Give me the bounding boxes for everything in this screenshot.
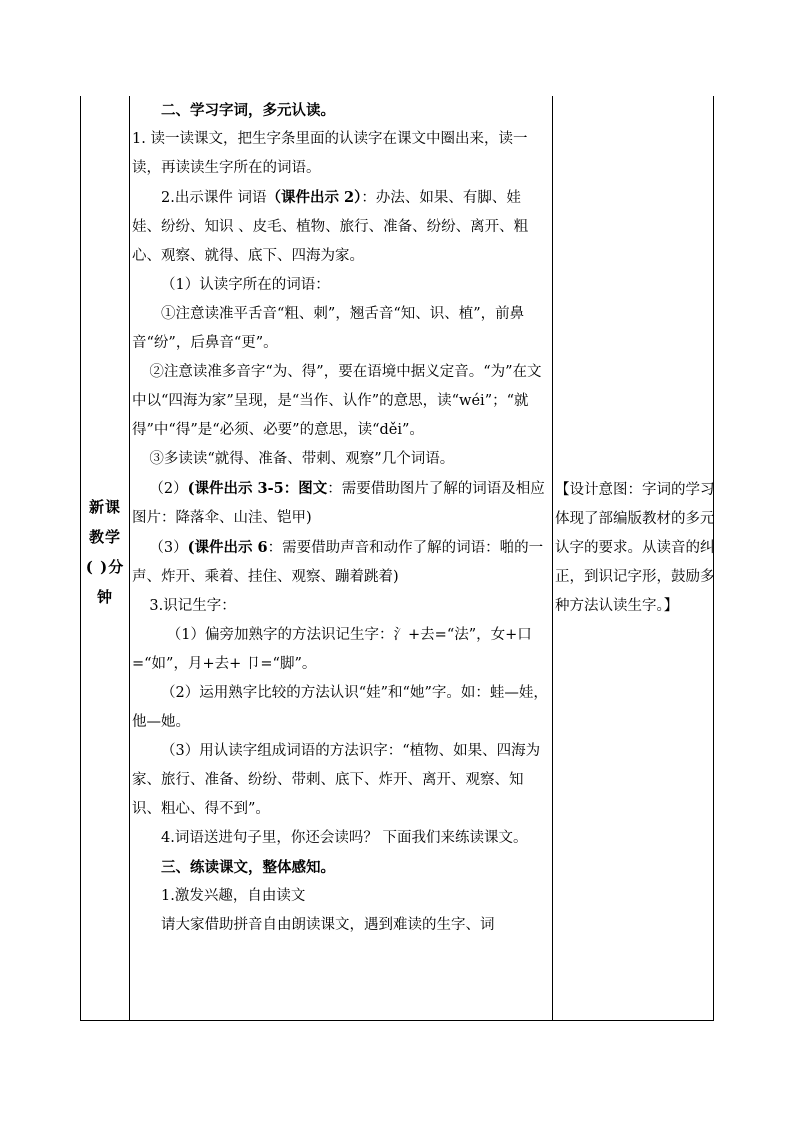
paragraph-text: ：需要借助图片了解的词语及相应图片：降落伞、山洼、铠甲) [132, 481, 545, 526]
design-intent-cell [553, 476, 715, 621]
paragraph [132, 474, 548, 533]
teaching-content-cell [129, 96, 552, 940]
stage-label-line: ( )分 [85, 558, 125, 576]
paragraph-text: ：办法、如果、有脚、娃娃、纷纷、知识 、皮毛、植物、旅行、准备、纷纷、离开、粗心、观察、就得、底下、四海为家。 [132, 190, 529, 264]
stage-label-line: 教学 [88, 528, 121, 546]
paragraph: （3）用认读字组成词语的方法识字：“植物、如果、四海为家、旅行、准备、纷纷、带刺、底下、炸开、离开、观察、知识、粗心、得不到”。 [132, 743, 541, 817]
paragraph: ①注意读准平舌音“粗、刺”，翘舌音“知、识、植”，前鼻音“纷”，后鼻音“更”。 [132, 306, 525, 351]
design-intent-text: 【设计意图：字词的学习体现了部编版教材的多元认字的要求。从读音的纠正，到识记字形，鼓励多种方法认读生字。】 [555, 482, 715, 614]
paragraph [132, 183, 548, 271]
paragraph: （1）认读字所在的词语： [161, 277, 330, 293]
courseware-ref: (课件出示 6 [187, 539, 268, 556]
courseware-ref: （课件出示 2） [266, 189, 362, 206]
paragraph: ②注意读准多音字“为、得”，要在语境中据义定音。“为”在文中以“四海为家”呈现，是“当作、认作”的意思，读“wéi”；“就得”中“得”是“必须、必要”的意思，读“děi”。 [132, 364, 542, 438]
paragraph [132, 533, 548, 592]
paragraph: ③多读读“就得、准备、带刺、观察”几个词语。 [149, 451, 455, 467]
section-title: 二、学习字词，多元认读。 [161, 102, 335, 119]
paragraph-text: （2） [149, 481, 188, 497]
stage-label-line: 新课 [88, 498, 121, 516]
paragraph: 请大家借助拼音自由朗读课文，遇到难读的生字、词 [161, 917, 495, 933]
section-title: 三、练读课文，整体感知。 [161, 859, 335, 876]
paragraph: 1.激发兴趣，自由读文 [161, 888, 306, 904]
paragraph: 1. 读一读课文，把生字条里面的认读字在课文中圈出来，读一读，再读读生字所在的词语。 [132, 131, 528, 176]
paragraph-text: ：需要借助声音和动作了解的词语：啪的一声、炸开、乘着、挂住、观察、蹦着跳着) [132, 540, 544, 585]
stage-label-line: 钟 [96, 588, 113, 606]
paragraph: 4.词语送进句子里，你还会读吗？ 下面我们来练读课文。 [161, 830, 528, 846]
stage-label-cell [81, 492, 129, 612]
paragraph-text: （3） [149, 540, 188, 556]
paragraph-text: 2.出示课件 词语 [161, 190, 267, 206]
paragraph: （2）运用熟字比较的方法认识“娃”和“她”字。如：蛙—娃，他—她。 [132, 685, 548, 730]
lesson-table [80, 96, 714, 1021]
paragraph: （1）偏旁加熟字的方法识记生字：氵+去=“法”，女+口=“如”，月+去+ 卩=“脚”。 [132, 627, 532, 672]
courseware-ref: (课件出示 3-5：图文 [187, 480, 328, 497]
paragraph: 3.识记生字： [149, 598, 236, 614]
